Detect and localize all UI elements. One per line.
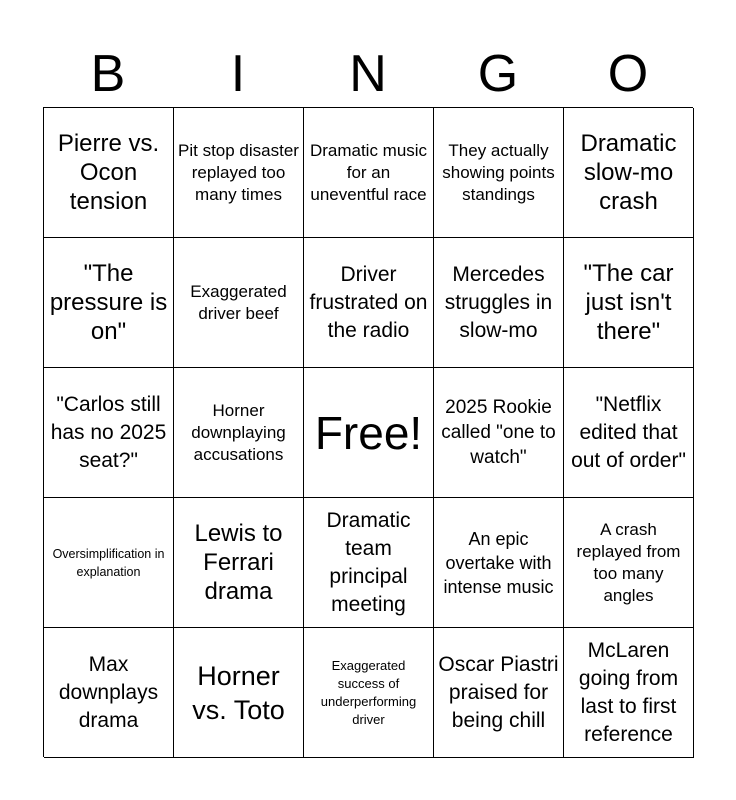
bingo-cell[interactable] [44,368,174,498]
cell-text: They actually showing points standings [442,140,555,204]
cell-text: Pit stop disaster replayed too many times [178,140,299,204]
cell-text: Max downplays drama [58,652,159,732]
header-letter-n: N [349,45,387,103]
bingo-cell[interactable] [174,238,304,368]
bingo-grid [43,107,693,757]
cell-text: A crash replayed from too many angles [576,519,681,605]
cell-text: Oscar Piastri praised for being chill [438,652,559,732]
bingo-header [43,40,693,108]
bingo-cell[interactable] [174,368,304,498]
cell-text: Lewis to Ferrari drama [194,520,283,605]
bingo-cell[interactable] [44,108,174,238]
bingo-cell[interactable] [304,628,434,758]
header-letter-b: B [90,45,126,103]
cell-text: Mercedes struggles in slow-mo [444,262,553,342]
bingo-cell[interactable] [174,628,304,758]
bingo-cell[interactable] [174,108,304,238]
bingo-cell[interactable] [564,108,694,238]
bingo-cell[interactable] [434,238,564,368]
header-letter-o: O [607,45,649,103]
header-letter-g: G [477,45,519,103]
bingo-cell[interactable] [434,108,564,238]
cell-text: An epic overtake with intense music [443,528,554,597]
cell-text: "Carlos still has no 2025 seat?" [50,392,167,472]
bingo-cell[interactable] [304,498,434,628]
bingo-cell[interactable] [304,238,434,368]
cell-text: "The pressure is on" [49,260,168,345]
free-text: Free! [314,406,423,459]
bingo-cell[interactable] [564,498,694,628]
bingo-cell[interactable] [44,628,174,758]
bingo-cell[interactable] [44,238,174,368]
header-letter-i: I [230,45,246,103]
bingo-cell[interactable] [434,498,564,628]
bingo-cell[interactable] [304,108,434,238]
cell-text: Horner downplaying accusations [191,400,286,464]
bingo-cell[interactable] [564,368,694,498]
bingo-cell[interactable] [434,368,564,498]
free-space[interactable] [304,368,434,498]
cell-text: Pierre vs. Ocon tension [57,130,160,215]
bingo-cell[interactable] [434,628,564,758]
bingo-cell[interactable] [44,498,174,628]
bingo-cell[interactable] [564,628,694,758]
cell-text: Horner vs. Toto [192,660,285,725]
bingo-cell[interactable] [174,498,304,628]
cell-text: "The car just isn't there" [583,260,674,345]
bingo-cell[interactable] [564,238,694,368]
cell-text: Dramatic team principal meeting [326,508,411,616]
cell-text: Driver frustrated on the radio [309,262,428,342]
cell-text: Dramatic slow-mo crash [580,130,677,215]
cell-text: Exaggerated driver beef [190,281,287,323]
cell-text: "Netflix edited that out of order" [571,392,686,472]
cell-text: McLaren going from last to first reference [578,638,679,746]
cell-text: Dramatic music for an uneventful race [309,140,428,204]
cell-text: 2025 Rookie called "one to watch" [441,397,556,468]
cell-text: Oversimplification in explanation [52,546,165,579]
cell-text: Exaggerated success of underperforming driver [320,657,417,727]
